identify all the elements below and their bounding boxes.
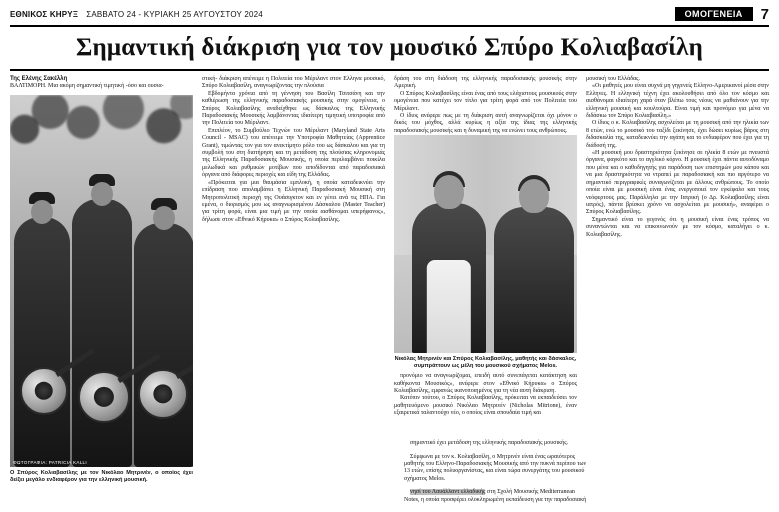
highlighted-text: νησί του Λαυάλλαντ ελλαδικής xyxy=(410,489,486,496)
paragraph: Ο Σπύρος Κολιαβασίλης είναι ένας από τους ελάχιστους μουσικούς στην ομογένεια που κατέχει τον τίτλο για τρίτη φορά από τον Πολιτεία του Μέριλαντ. xyxy=(394,90,577,112)
photo-musicians-group xyxy=(10,95,193,467)
photo-person-teacher xyxy=(494,207,574,353)
photo-caption: Νικόλας Μητρινέν και Σπύρος Κολιαβασίλης, μαθητής και δάσκαλος, συμπράττουν ως μέλη του μουσικού σχήματος Melos. xyxy=(394,356,577,370)
paragraph: Εβδομήντα χρόνια από τη γέννηση του Βασίλη Τσιτσάνη και την καθιέρωση της ελληνικής παραδοσιακής μουσικής στην ομογένεια, ο Σπύρος Κολιαβασίλης αναδείχθηκε ως δάσκαλος της Ελληνικής Παραδοσιακής Μουσικής λαμβάνοντας ιδιαίτερη τιμητική υποτροφία από την Πολιτεία του Μέριλαντ. xyxy=(202,90,385,127)
paragraph: δράση του στη διάδοση της ελληνικής παραδοσιακής μουσικής στην Αμερική. xyxy=(394,76,577,90)
photo-person-center xyxy=(72,199,132,467)
paragraph: Κατόπιν τούτου, ο Σπύρος Κολιαβασίλης, πρόκειται να εκπαιδεύσει τον μαθητευόμενο μουσικό Νικόλαο Μητρινέν (Nicholas Mitrione), έναν εξαιρετικά ταλαντούχο νέο, ο οποίος είναι σπουδαία τιμή και xyxy=(394,395,577,417)
paragraph: «Πρόκειται για μια θαυμάσια εμπλοκή, η οποία καταδεικνύει την επίδραση που απολαμβάνει η Ελληνική Παραδοσιακή Μουσική στη Μητροπολιτική περιοχή της Ουάσιγκτον και εν γένει ανά τις ΗΠΑ. Για εμένα, ο διορισμός μου ως αναγνωρισμένου Δάσκαλου (Master Teacher) για τρίτη φορά, είναι μια τιμή με την οποία αισθάνομαι υπερήφανος», δήλωσε στον «Εθνικό Κήρυκα» ο Σπύρος Κολιαβασίλης. xyxy=(202,179,385,223)
paragraph: Ο ίδιος ο κ. Κολιαβασίλης ασχολείται με τη μουσική από την ηλικία των 8 ετών, ενώ το μουσικό του ταξίδι ξεκίνησε, έχει δώσει κυρίως βάρος στη διδασκαλία της, καταδεικνύει την αγάπη και το ενδιαφέρον που έχει για τη διάδοσή της. xyxy=(586,120,769,149)
page-number: 7 xyxy=(760,5,769,23)
head-shape xyxy=(153,206,175,230)
head-shape xyxy=(31,200,53,224)
photo-person-right xyxy=(134,223,193,467)
head-shape xyxy=(91,182,113,206)
article-body xyxy=(10,76,769,494)
photo-person-left xyxy=(14,217,70,467)
paragraph: Σημαντικό είναι το γεγονός ότι η μουσική είναι ένας τρόπος να συναντώνται και να επικοινωνούν με τον κόσμο, καταλήγει ο κ. Κολιαβασίλης. xyxy=(586,216,769,238)
paragraph-tail: στη Σχολή Μουσικής Mediterranean Notes, η οποία προσφέρει ολοκληρωμένη εκπαίδευση για την παραδοσιακή xyxy=(404,489,587,503)
paragraph: Επιπλέον, το Συμβούλιο Τεχνών του Μέριλαντ (Maryland State Arts Council - MSAC) του απένειμε την Υποτροφία Μαθητείας (Apprentice Grant), τιμώντας τον για τον ανεκτίμητο ρόλο του ως δάσκαλου και για τη συμβολή του στη διατήρηση και τη μετάδοση της πλούσιας κληρονομιάς της Ελληνικής Παραδοσιακής Μουσικής, η οποία περιλαμβάνει ποικίλα μελωδικά και ρυθμικών μοτίβων που αποδίδονται από παραδοσιακά όργανα από διάφορες περιοχές και είδη της Ελλάδας. xyxy=(202,127,385,179)
head-shape xyxy=(519,179,549,213)
head-shape xyxy=(434,175,464,209)
column-2 xyxy=(202,76,385,494)
column-3 xyxy=(394,76,577,494)
photo-person-student xyxy=(412,203,486,353)
masthead xyxy=(10,6,769,27)
paragraph: στική- διάκριση απένειμε η Πολιτεία του Μέριλαντ στον Ελληνα μουσικό, Σπύρο Κολιαβασίλη, αναγνωρίζοντας την πλούσια xyxy=(202,76,385,90)
issue-date: ΣΑΒΒΑΤΟ 24 - ΚΥΡΙΑΚΗ 25 ΑΥΓΟΥΣΤΟΥ 2024 xyxy=(86,9,263,19)
paper-name: ΕΘΝΙΚΟΣ ΚΗΡΥΞ xyxy=(10,9,79,19)
photo-teacher-and-student xyxy=(394,135,577,353)
photo-caption: Ο Σπύρος Κολιαβασίλης με τον Νικόλαο Μητρινέν, ο οποίος έχει δείξει μεγάλο ενδιαφέρον για την ελληνική μουσική. xyxy=(10,469,193,483)
article-headline: Σημαντική διάκριση για τον μουσικό Σπύρο Κολιαβασίλη xyxy=(10,34,769,71)
shirt-shape xyxy=(427,260,471,353)
column-3-tail xyxy=(404,434,590,504)
column-1 xyxy=(10,76,193,494)
paragraph: Ο ίδιος ανέφερε πως με τη διάκριση αυτή αναγνωρίζεται όχι μόνον ο δικός του μόχθος, αλλά κυρίως η αξία της ίδιας της ελληνικής παραδοσιακής μουσικής και η δυναμική της να ενώνει τους ανθρώπους. xyxy=(394,113,577,134)
column-4 xyxy=(586,76,769,494)
paragraph: «Η μουσική μου δραστηριότητα ξεκίνησε σε ηλικία 8 ετών με πνευστά όργανα, φαγκότο και το αγγλικό κόρνο. Η μουσική έχει πάντα αυτοδύναμο που μένα και ο καθοδηγητής για παράδοση των επιστημών μου κάπου και να μια δραστηριότητα να ντραπεί με παραδοσιακή και πιο αργότερο να σημαντικό περιγραφικές συναγωνίζεται με άλλους ανθρώπους. Το οποίο οποία είναι με μουσική είναι ένας ενεργοποιεί τον εγκέφαλο και τους νεόφερτους μας. Παράλληλα με την Ιατρική (ο Δρ. Κολιαβασίλης είναι ιατρός), πάντα βρίσκει χρόνο να ασχολείται με μουσική», αναφέρει ο Σπύρος Κολιαβασίλης. xyxy=(586,150,769,216)
paragraph: ΒΑΛΤΙΜΟΡΗ. Μια ακόμη σημαντική τιμητική -όσο και ουσια- xyxy=(10,83,164,90)
photo-credit: ΦΩΤΟΓΡΑΦΙΑ: PATRICIA KALLI xyxy=(13,459,87,465)
paragraph: σημαντικό έχει μετάδοση της ελληνικής παραδοσιακής μουσικής. xyxy=(410,440,569,447)
byline: Της Ελένης Σακέλλη xyxy=(10,76,68,82)
paragraph: προνόμιο να αναγνωρίζομαι, επειδή αυτό συνεπάγεται κατάκτηση και καθήκοντα Μουσικός», ανέφερε στον «Εθνικό Κήρυκα» ο Σπύρος Κολιαβασίλης, εμφανώς ικανοποιημένος για τη νέα αυτή διάκριση. xyxy=(394,373,577,395)
paragraph: Σύμφωνα με τον κ. Κολιαβασίλη, ο Μητρινέν είναι ένας ωραιότερος μαθητής του Ελληνο-Παραδοσιακής Μουσικής από την πυκνά περίπου των 13 ετών, επίσης πολυοργανίστας, και είναι τώρα συνεργάτης του μουσικού σχήματος Melos. xyxy=(404,453,587,482)
paragraph: «Οι μαθητές μου είναι συχνά μη γηγενείς Ελληνο-Αμερικανοί μέσα στην Ελληνες. Η ελληνική τέχνη έχει ακολουθήσει από όλο τον κόσμο και αισθάνομαι ιδιαίτερη χαρά όταν βλέπω τους νέους να μαθαίνουν για την ελληνική μουσική και κουλτούρα. Είναι τιμή και προνόμιο για μένα να διδάσκω τον Σπύρο Κολιαβασίλη.» xyxy=(586,83,769,120)
paragraph: μουσική του Ελλάδας. xyxy=(586,76,641,82)
section-badge: ΟΜΟΓΕΝΕΙΑ xyxy=(675,7,753,21)
